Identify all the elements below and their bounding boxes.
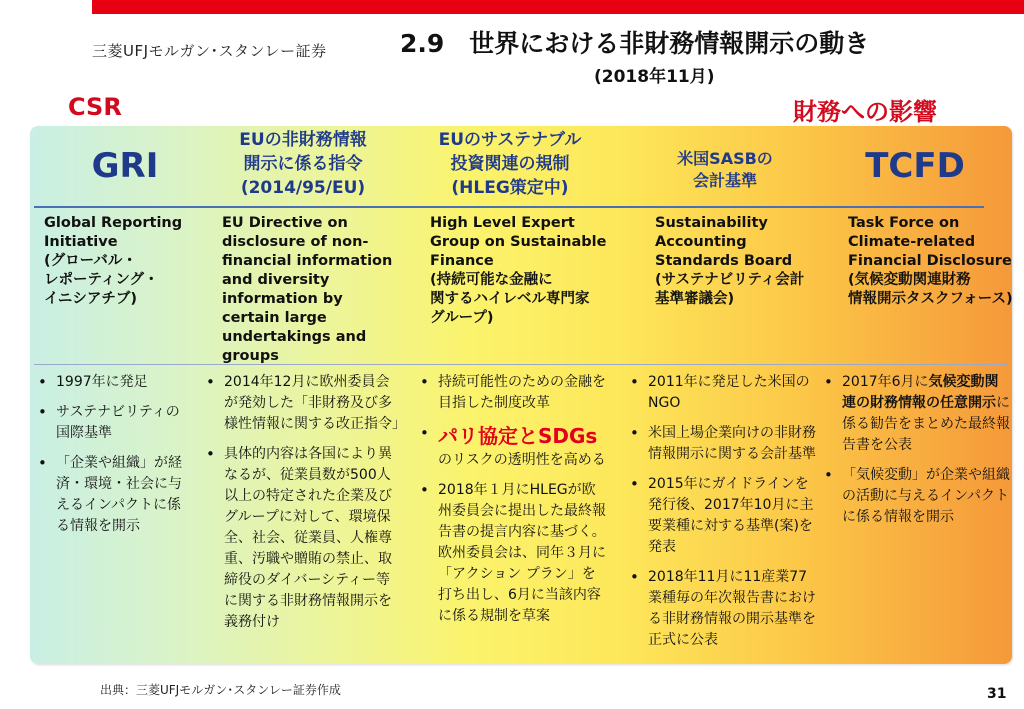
bullets-gri [36,372,186,546]
page-number: 31 [987,686,1007,702]
bullets-hleg [418,372,608,636]
financial-impact-label: 財務への影響 [793,98,937,126]
page-subtitle: (2018年11月) [594,67,715,87]
top-red-bar [92,0,1024,14]
def-tcfd: Task Force on Climate-related Financial Disclosure (気候変動関連財務 情報開示タスクフォース) [848,215,1013,307]
col-header-eu-directive: EUの非財務情報 開示に係る指令 (2014/95/EU) [239,130,367,198]
list-item-highlight: • パリ協定とSDGsのリスクの透明性を高める [418,423,608,471]
company-logo: 三菱UFJモルガン･スタンレー証券 [92,42,327,60]
list-item: • 1997年に発足 [36,372,186,393]
col-header-eu-sustainable: EUのサステナブル 投資関連の規制 (HLEG策定中) [438,130,582,198]
source-note: 出典：三菱UFJモルガン･スタンレー証券作成 [100,683,341,697]
list-item: • 2014年12月に欧州委員会が発効した「非財務及び多様性情報に関する改正指令」 [204,372,400,435]
list-item: • 持続可能性のための金融を目指した制度改革 [418,372,608,414]
list-item: • 「企業や組織」が経済・環境・社会に与えるインパクトに係る情報を開示 [36,453,186,537]
col-header-gri: GRI [91,146,159,186]
csr-label: CSR [68,93,122,121]
page-title: 2.9 世界における非財務情報開示の動き [400,29,870,58]
list-item: • 2018年１月にHLEGが欧州委員会に提出した最終報告書の提言内容に基づく。欧州委員会は、同年３月に「アクション プラン」を打ち出し、6月に当該内容に係る規制を草案 [418,480,608,627]
def-eu-directive: EU Directive on disclosure of non-financial information and diversity information by certain large undertakings and groups [222,215,393,364]
col-header-sasb: 米国SASBの 会計基準 [677,149,773,190]
list-item: • 「気候変動」が企業や組織の活動に与えるインパクトに係る情報を開示 [822,465,1012,528]
list-item: • サステナビリティの国際基準 [36,402,186,444]
list-item: • 米国上場企業向けの非財務情報開示に関する会計基準 [628,423,818,465]
header-divider [34,206,984,208]
list-item: • 2015年にガイドラインを発行後、2017年10月に主要業種に対する基準(案)を発表 [628,474,818,558]
col-header-tcfd: TCFD [865,146,965,186]
def-hleg: High Level Expert Group on Sustainable Finance (持続可能な金融に 関するハイレベル専門家 グループ) [430,215,607,326]
bullets-eu-directive [204,372,406,642]
list-item: • 具体的内容は各国により異なるが、従業員数が500人以上の特定された企業及びグループに対して、環境保全、社会、従業員、人権尊重、汚職や贈賄の禁止、取締役のダイバーシティー等に関する非財務情報開示を義務付け [204,444,400,633]
def-sasb: Sustainability Accounting Standards Board (サステナビリティ会計 基準審議会) [655,215,805,307]
def-gri: Global Reporting Initiative (グローバル・ レポーティング・ イニシアチブ) [44,215,183,307]
list-item: • 2017年6月に気候変動関連の財務情報の任意開示に係る勧告をまとめた最終報告書を公表 [822,372,1012,456]
definition-divider [34,364,1008,365]
bullets-tcfd [822,372,1012,537]
list-item: • 2018年11月に11産業77業種毎の年次報告書における非財務情報の開示基準を正式に公表 [628,567,818,651]
list-item: • 2011年に発足した米国のNGO [628,372,818,414]
bullets-sasb [628,372,818,660]
